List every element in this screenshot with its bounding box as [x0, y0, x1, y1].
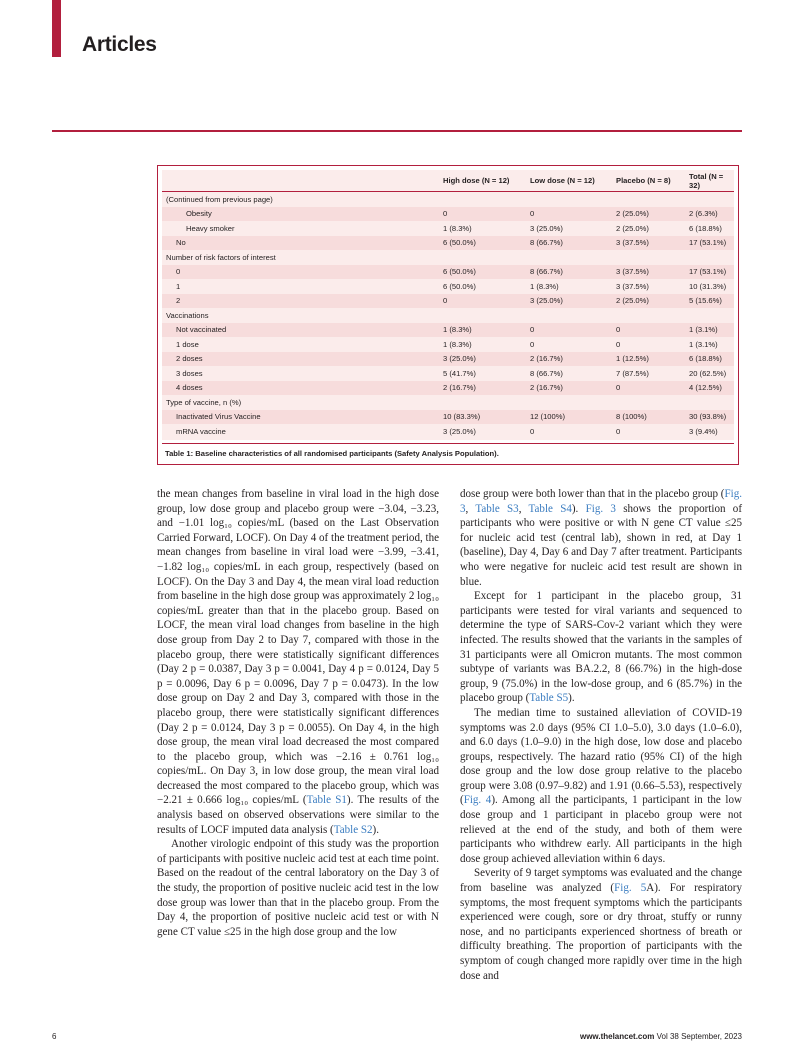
- table-cell: 2 (16.7%): [530, 352, 616, 367]
- table-cell: 0: [616, 381, 689, 396]
- paragraph: [460, 866, 742, 983]
- table-row: [162, 294, 734, 309]
- baseline-characteristics-table: [162, 170, 734, 439]
- row-label: Number of risk factors of interest: [162, 250, 443, 265]
- table-cell: 6 (50.0%): [443, 236, 530, 251]
- table-cell: [616, 250, 689, 265]
- reference-link[interactable]: Fig. 4: [463, 794, 492, 807]
- reference-link[interactable]: Fig. 3: [460, 488, 742, 515]
- page-number: 6: [52, 1032, 57, 1041]
- table-cell: 1 (12.5%): [616, 352, 689, 367]
- table-cell: [443, 250, 530, 265]
- table-cell: 0: [616, 424, 689, 439]
- row-label: Inactivated Virus Vaccine: [162, 410, 443, 425]
- table-row: [162, 236, 734, 251]
- table-cell: 3 (37.5%): [616, 236, 689, 251]
- baseline-table-box: [157, 165, 739, 465]
- row-label: 2 doses: [162, 352, 443, 367]
- table-cell: 0: [616, 337, 689, 352]
- row-label: Not vaccinated: [162, 323, 443, 338]
- text-run: ,: [465, 502, 476, 515]
- row-label: Heavy smoker: [162, 221, 443, 236]
- table-cell: [443, 192, 530, 207]
- journal-footer: [580, 1032, 742, 1041]
- table-row: [162, 410, 734, 425]
- row-label: 1 dose: [162, 337, 443, 352]
- table-row: [162, 207, 734, 222]
- paragraph: [460, 487, 742, 589]
- table-s2-link[interactable]: Table S2: [333, 823, 373, 836]
- row-label: 2: [162, 294, 443, 309]
- table-cell: 3 (37.5%): [616, 279, 689, 294]
- reference-link[interactable]: Table S3: [475, 502, 519, 515]
- text-run: the mean changes from baseline in viral load in the high dose group, low dose group and placebo group were −3.04, −3.23, and −1.01 log₁₀ copies/mL (based on the Last Observation Carried Forward, LOCF). On Day 4 of the treatment period, the mean changes from baseline in viral load were −3.99, −3.41, −1.82 log₁₀ copies/mL in each group, respectively (based on LOCF). On the Day 3 and Day 4, the mean viral load reduction from baseline in the high dose group was approximately 2 log₁₀ copies/mL greater than that in the placebo group. Based on LOCF, the mean viral load changes from baseline in the high dose group from Day 2 to Day 7, compared with those in the placebo group, there were statistically significant differences (Day 2 p = 0.0387, Day 3 p = 0.0041, Day 4 p = 0.0124, Day 5 p = 0.0096, Day 6 p = 0.0096, Day 7 p = 0.0473). In the low dose group on Day 2 and Day 3, compared with those in the placebo group, there were statistically significant differences (Day 2 p = 0.0124, Day 3 p = 0.0055). On Day 4, in the high dose group, the mean viral load decreased the most compared to the placebo group, which was −2.16 ± 0.761 log₁₀ copies/mL. On Day 3, in low dose group, the mean viral load decreased the most compared to the placebo group, which was −2.21 ± 0.666 log₁₀ copies/mL (: [157, 488, 439, 807]
- table-row: [162, 308, 734, 323]
- table-cell: 5 (41.7%): [443, 366, 530, 381]
- table-cell: 0: [530, 207, 616, 222]
- table-cell: [689, 192, 734, 207]
- table-cell: [443, 308, 530, 323]
- table-cell: [530, 250, 616, 265]
- header-rule: [52, 130, 742, 132]
- text-run: A). For respiratory symptoms, the most frequent symptoms which the participants experienced were cough, sore or dry throat, stuffy or runny nose, and no participants experienced shortness of breath or difficulty breathing. The proportion of participants with the symptom of cough changed more rapidly over time in the high dose and: [460, 882, 742, 982]
- table-cell: 0: [443, 294, 530, 309]
- table-cell: 8 (66.7%): [530, 366, 616, 381]
- table-cell: 3 (25.0%): [530, 294, 616, 309]
- row-label: 0: [162, 265, 443, 280]
- table-cell: 2 (16.7%): [443, 381, 530, 396]
- text-run: ). The results of the analysis based on observed observations were similar to the results of LOCF imputed data analysis (: [157, 794, 439, 836]
- table-header-row: [162, 170, 734, 192]
- table-cell: [616, 395, 689, 410]
- table-cell: 0: [443, 207, 530, 222]
- table-cell: 5 (15.6%): [689, 294, 734, 309]
- section-title: Articles: [82, 33, 157, 56]
- table-row: [162, 352, 734, 367]
- table-cell: 2 (16.7%): [530, 381, 616, 396]
- table-cell: [616, 192, 689, 207]
- table-caption: [165, 449, 499, 458]
- table-cell: 7 (87.5%): [616, 366, 689, 381]
- text-run: Except for 1 participant in the placebo group, 31 participants were tested for viral variants and sequenced to determine the type of SARS-Cov-2 variant which they were infected. The results showed that the variants in the samples of 31 participants were all Omicron mutants. The most common subtype of variants was BA.2.2, 8 (66.7%) in the high-dose group, 9 (75.0%) in the low-dose group, and 6 (85.7%) in the placebo group (: [460, 590, 742, 705]
- table-cell: 12 (100%): [530, 410, 616, 425]
- text-run: ). Among all the participants, 1 participant in the low dose group and 1 participant in placebo group were not relieved at the end of the study, and both of them were participants who withdrew early. All participants in the high dose group achieved alleviation within 6 days.: [460, 794, 742, 865]
- table-header-cell: Low dose (N = 12): [530, 170, 616, 192]
- paragraph: Another virologic endpoint of this study was the proportion of participants with positive nucleic acid test at each time point. Based on the readout of the central laboratory on the Day 3 of the study, the proportion of positive nucleic acid test in the low dose group was lower than that in the placebo group. From the Day 4, the proportion of positive nucleic acid test or with N gene CT value ≤25 in the high dose group and the low: [157, 838, 439, 938]
- table-cell: 20 (62.5%): [689, 366, 734, 381]
- table-cell: 30 (93.8%): [689, 410, 734, 425]
- text-run: The median time to sustained alleviation of COVID-19 symptoms was 2.0 days (95% CI 1.0–5.0), 3.0 days (1.0–6.0), and 6.0 days (1.0–9.0) in the high dose, low dose and placebo groups, respectively. The hazard ratio (95% CI) of the high dose group and the low dose group relative to the placebo group were 3.08 (0.97–9.82) and 1.91 (0.66–5.53), respectively (: [460, 706, 742, 807]
- table-cell: 3 (25.0%): [530, 221, 616, 236]
- table-cell: 3 (9.4%): [689, 424, 734, 439]
- table-row: [162, 279, 734, 294]
- body-column-right: [460, 487, 742, 983]
- table-cell: 1 (8.3%): [443, 337, 530, 352]
- table-cell: 10 (83.3%): [443, 410, 530, 425]
- table-cell: 1 (8.3%): [443, 323, 530, 338]
- table-cell: 10 (31.3%): [689, 279, 734, 294]
- table-cell: 2 (6.3%): [689, 207, 734, 222]
- table-row: [162, 381, 734, 396]
- reference-link[interactable]: Fig. 5: [614, 882, 647, 895]
- paragraph: [460, 589, 742, 706]
- table-row: [162, 337, 734, 352]
- table-cell: 1 (3.1%): [689, 337, 734, 352]
- table-cell: 2 (25.0%): [616, 294, 689, 309]
- journal-issue: Vol 38 September, 2023: [654, 1032, 742, 1041]
- table-cell: 6 (18.8%): [689, 352, 734, 367]
- table-cell: [616, 308, 689, 323]
- table-cell: 0: [530, 424, 616, 439]
- table-row: [162, 323, 734, 338]
- row-label: (Continued from previous page): [162, 192, 443, 207]
- text-run: dose group were both lower than that in the placebo group (: [460, 488, 725, 500]
- row-label: mRNA vaccine: [162, 424, 443, 439]
- table-cell: 4 (12.5%): [689, 381, 734, 396]
- table-cell: 0: [530, 337, 616, 352]
- reference-link[interactable]: Table S5: [529, 692, 569, 705]
- section-marker-bar: [52, 0, 61, 57]
- table-cell: 3 (25.0%): [443, 424, 530, 439]
- table-caption-title: Table 1: Baseline characteristics of all randomised participants (Safety Analysis Population).: [165, 449, 499, 458]
- table-s1-link[interactable]: Table S1: [306, 794, 347, 807]
- table-row: [162, 250, 734, 265]
- table-row: [162, 395, 734, 410]
- table-cell: 2 (25.0%): [616, 207, 689, 222]
- table-cell: [443, 395, 530, 410]
- table-row: [162, 265, 734, 280]
- row-label: 1: [162, 279, 443, 294]
- table-row: [162, 192, 734, 207]
- table-cell: 0: [616, 323, 689, 338]
- text-run: ,: [518, 502, 529, 515]
- table-cell: 8 (100%): [616, 410, 689, 425]
- table-cell: 0: [530, 323, 616, 338]
- table-cell: [689, 395, 734, 410]
- caption-rule: [162, 443, 734, 444]
- table-row: [162, 424, 734, 439]
- table-cell: [530, 308, 616, 323]
- paragraph: [460, 706, 742, 867]
- table-cell: 6 (50.0%): [443, 265, 530, 280]
- table-cell: 2 (25.0%): [616, 221, 689, 236]
- table-header-cell: Placebo (N = 8): [616, 170, 689, 192]
- table-cell: 1 (8.3%): [530, 279, 616, 294]
- text-run: shows the proportion of participants who were positive or with N gene CT value ≤25 for nucleic acid test (central lab), shown in red, at Day 1 (baseline), Day 4, Day 6 and Day 7 after treatment. Participants who were negative for nucleic acid test result are shown in blue.: [460, 502, 742, 588]
- row-label: Obesity: [162, 207, 443, 222]
- table-row: [162, 366, 734, 381]
- table-cell: 3 (37.5%): [616, 265, 689, 280]
- reference-link[interactable]: Table S4: [528, 502, 572, 515]
- table-cell: 1 (3.1%): [689, 323, 734, 338]
- table-cell: 17 (53.1%): [689, 236, 734, 251]
- row-label: 3 doses: [162, 366, 443, 381]
- paragraph: [157, 487, 439, 837]
- row-label: 4 doses: [162, 381, 443, 396]
- table-header-cell: Total (N = 32): [689, 170, 734, 192]
- text-run: ).: [372, 823, 379, 836]
- text-run: ).: [568, 692, 575, 705]
- table-cell: [689, 250, 734, 265]
- table-header-cell: High dose (N = 12): [443, 170, 530, 192]
- text-run: ).: [571, 502, 586, 515]
- table-cell: [530, 192, 616, 207]
- table-cell: 1 (8.3%): [443, 221, 530, 236]
- table-cell: 3 (25.0%): [443, 352, 530, 367]
- table-cell: 17 (53.1%): [689, 265, 734, 280]
- text-run: Severity of 9 target symptoms was evaluated and the change from baseline was analyzed (: [460, 867, 742, 895]
- row-label: No: [162, 236, 443, 251]
- table-cell: 6 (50.0%): [443, 279, 530, 294]
- table-cell: 8 (66.7%): [530, 265, 616, 280]
- journal-url[interactable]: www.thelancet.com: [579, 1032, 655, 1041]
- table-cell: 8 (66.7%): [530, 236, 616, 251]
- body-column-left: [157, 487, 439, 939]
- table-cell: 6 (18.8%): [689, 221, 734, 236]
- reference-link[interactable]: Fig. 3: [585, 502, 616, 515]
- table-row: [162, 221, 734, 236]
- table-cell: [530, 395, 616, 410]
- table-header-cell: [162, 170, 443, 192]
- row-label: Type of vaccine, n (%): [162, 395, 443, 410]
- row-label: Vaccinations: [162, 308, 443, 323]
- table-cell: [689, 308, 734, 323]
